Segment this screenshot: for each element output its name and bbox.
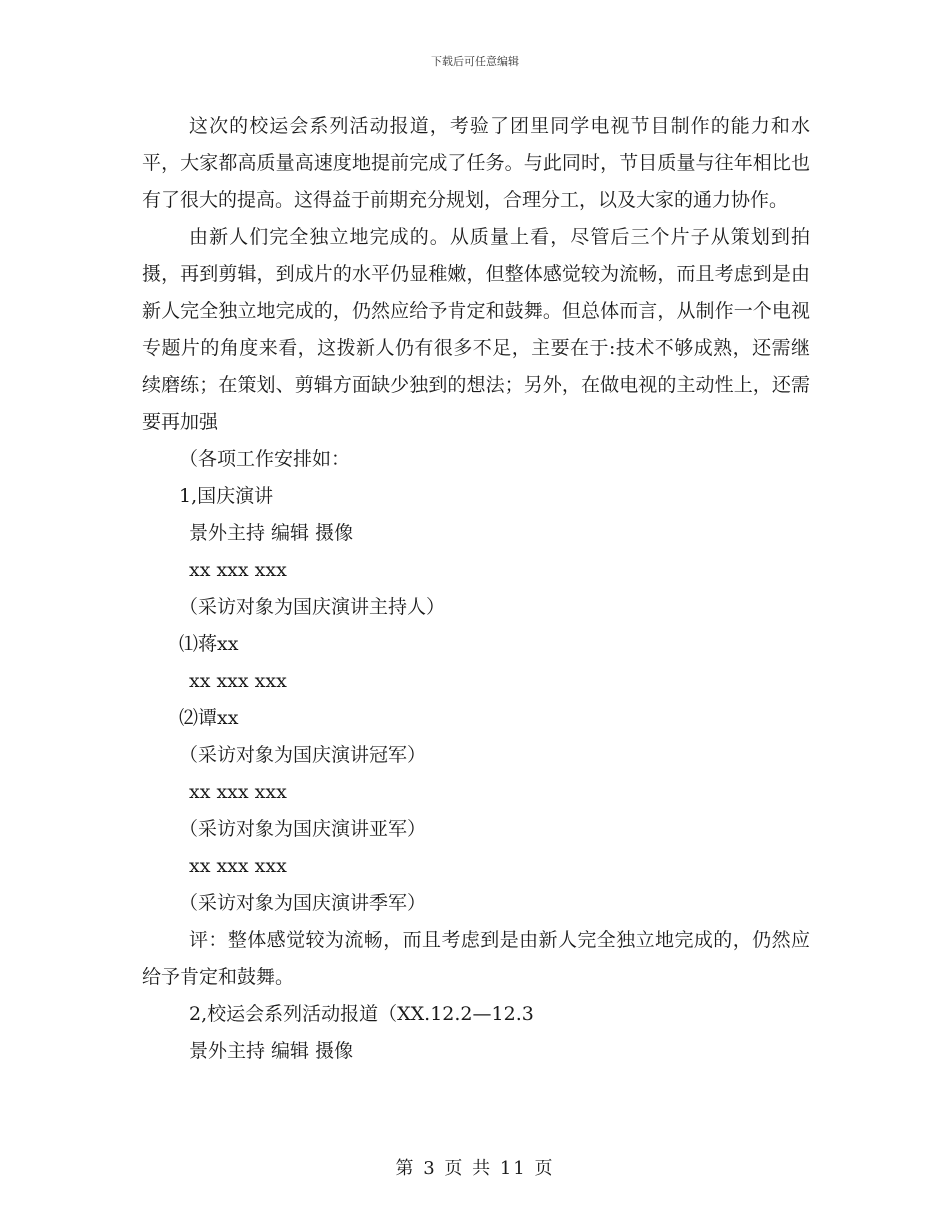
document-body: [142, 108, 810, 1070]
text-line: ⑴蒋xx: [179, 633, 239, 655]
text-line: 景外主持 编辑 摄像: [189, 522, 354, 544]
text-line: ⑵谭xx: [179, 707, 239, 729]
paragraph: 这次的校运会系列活动报道，考验了团里同学电视节目制作的能力和水平，大家都高质量高速度地提前完成了任务。与此同时，节目质量与往年相比也有了很大的提高。这得益于前期充分规划，合理分工，以及大家的通力协作。: [142, 115, 810, 211]
text-line: （采访对象为国庆演讲主持人）: [179, 596, 446, 618]
text-line: 景外主持 编辑 摄像: [189, 1040, 354, 1062]
text-line: （采访对象为国庆演讲冠军）: [179, 744, 427, 766]
page-header: 下载后可任意编辑: [431, 55, 519, 68]
text-line: 1,国庆演讲: [179, 485, 274, 507]
text-line: xx xxx xxx: [189, 855, 287, 877]
text-line: 2,校运会系列活动报道（XX.12.2—12.3: [189, 1003, 534, 1025]
text-line: （各项工作安排如：: [179, 448, 351, 470]
text-line: （采访对象为国庆演讲亚军）: [179, 818, 427, 840]
text-line: （采访对象为国庆演讲季军）: [179, 892, 427, 914]
text-line: xx xxx xxx: [189, 781, 287, 803]
text-line: xx xxx xxx: [189, 559, 287, 581]
paragraph: 由新人们完全独立地完成的。从质量上看，尽管后三个片子从策划到拍摄，再到剪辑，到成片的水平仍显稚嫩，但整体感觉较为流畅，而且考虑到是由新人完全独立地完成的，仍然应给予肯定和鼓舞。但总体而言，从制作一个电视专题片的角度来看，这拨新人仍有很多不足，主要在于:技术不够成熟，还需继续磨练；在策划、剪辑方面缺少独到的想法；另外，在做电视的主动性上，还需要再加强: [142, 226, 810, 433]
paragraph: 评：整体感觉较为流畅，而且考虑到是由新人完全独立地完成的，仍然应给予肯定和鼓舞。: [142, 929, 810, 988]
page-number: 第 3 页 共 11 页: [395, 1158, 555, 1179]
text-line: xx xxx xxx: [189, 670, 287, 692]
